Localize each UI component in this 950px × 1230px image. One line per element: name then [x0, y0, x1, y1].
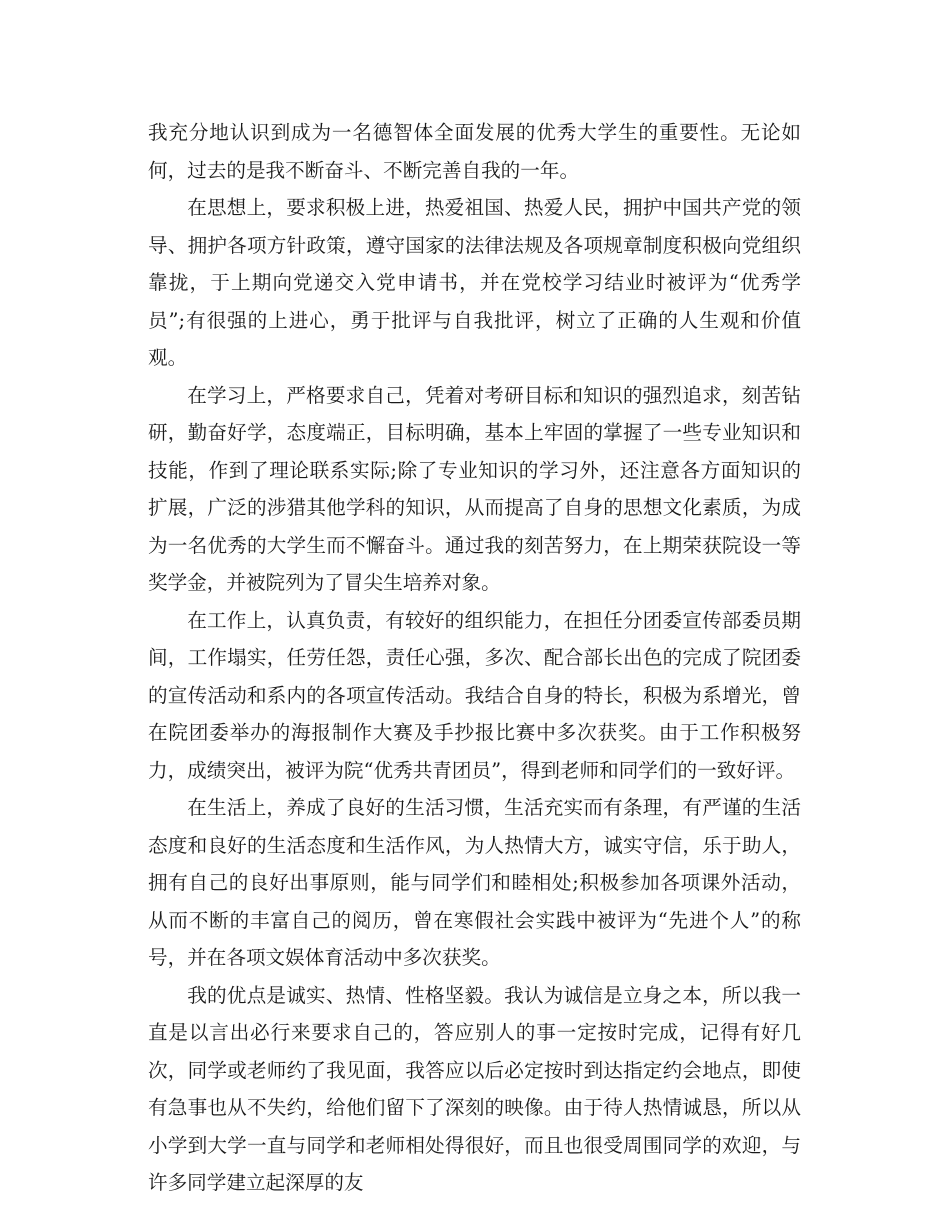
- paragraph-study: 在学习上，严格要求自己，凭着对考研目标和知识的强烈追求，刻苦钻研，勤奋好学，态度端正，目标明确，基本上牢固的掌握了一些专业知识和技能，作到了理论联系实际;除了专业知识的学习外，还注意各方面知识的扩展，广泛的涉猎其他学科的知识，从而提高了自身的思想文化素质，为成为一名优秀的大学生而不懈奋斗。通过我的刻苦努力，在上期荣获院设一等奖学金，并被院列为了冒尖生培养对象。: [148, 383, 801, 594]
- paragraph-work: 在工作上，认真负责，有较好的组织能力，在担任分团委宣传部委员期间，工作塌实，任劳任怨，责任心强，多次、配合部长出色的完成了院团委的宣传活动和系内的各项宣传活动。我结合自身的特长，积极为系增光，曾在院团委举办的海报制作大赛及手抄报比赛中多次获奖。由于工作积极努力，成绩突出，被评为院“优秀共青团员”，得到老师和同学们的一致好评。: [148, 608, 801, 782]
- document-body: [148, 114, 801, 1202]
- paragraph-life: 在生活上，养成了良好的生活习惯，生活充实而有条理，有严谨的生活态度和良好的生活态度和生活作风，为人热情大方，诚实守信，乐于助人，拥有自己的良好出事原则，能与同学们和睦相处;积极参加各项课外活动，从而不断的丰富自己的阅历，曾在寒假社会实践中被评为“先进个人”的称号，并在各项文娱体育活动中多次获奖。: [148, 796, 801, 969]
- paragraph-thought: 在思想上，要求积极上进，热爱祖国、热爱人民，拥护中国共产党的领导、拥护各项方针政策，遵守国家的法律法规及各项规章制度积极向党组织靠拢，于上期向党递交入党申请书，并在党校学习结业时被评为“优秀学员”;有很强的上进心，勇于批评与自我批评，树立了正确的人生观和价值观。: [148, 196, 801, 369]
- paragraph-intro: 我充分地认识到成为一名德智体全面发展的优秀大学生的重要性。无论如何，过去的是我不断奋斗、不断完善自我的一年。: [148, 121, 801, 182]
- paragraph-strengths: 我的优点是诚实、热情、性格坚毅。我认为诚信是立身之本，所以我一直是以言出必行来要求自己的，答应别人的事一定按时完成，记得有好几次，同学或老师约了我见面，我答应以后必定按时到达指定约会地点，即使有急事也从不失约，给他们留下了深刻的映像。由于待人热情诚恳，所以从小学到大学一直与同学和老师相处得很好，而且也很受周围同学的欢迎，与许多同学建立起深厚的友: [148, 983, 801, 1194]
